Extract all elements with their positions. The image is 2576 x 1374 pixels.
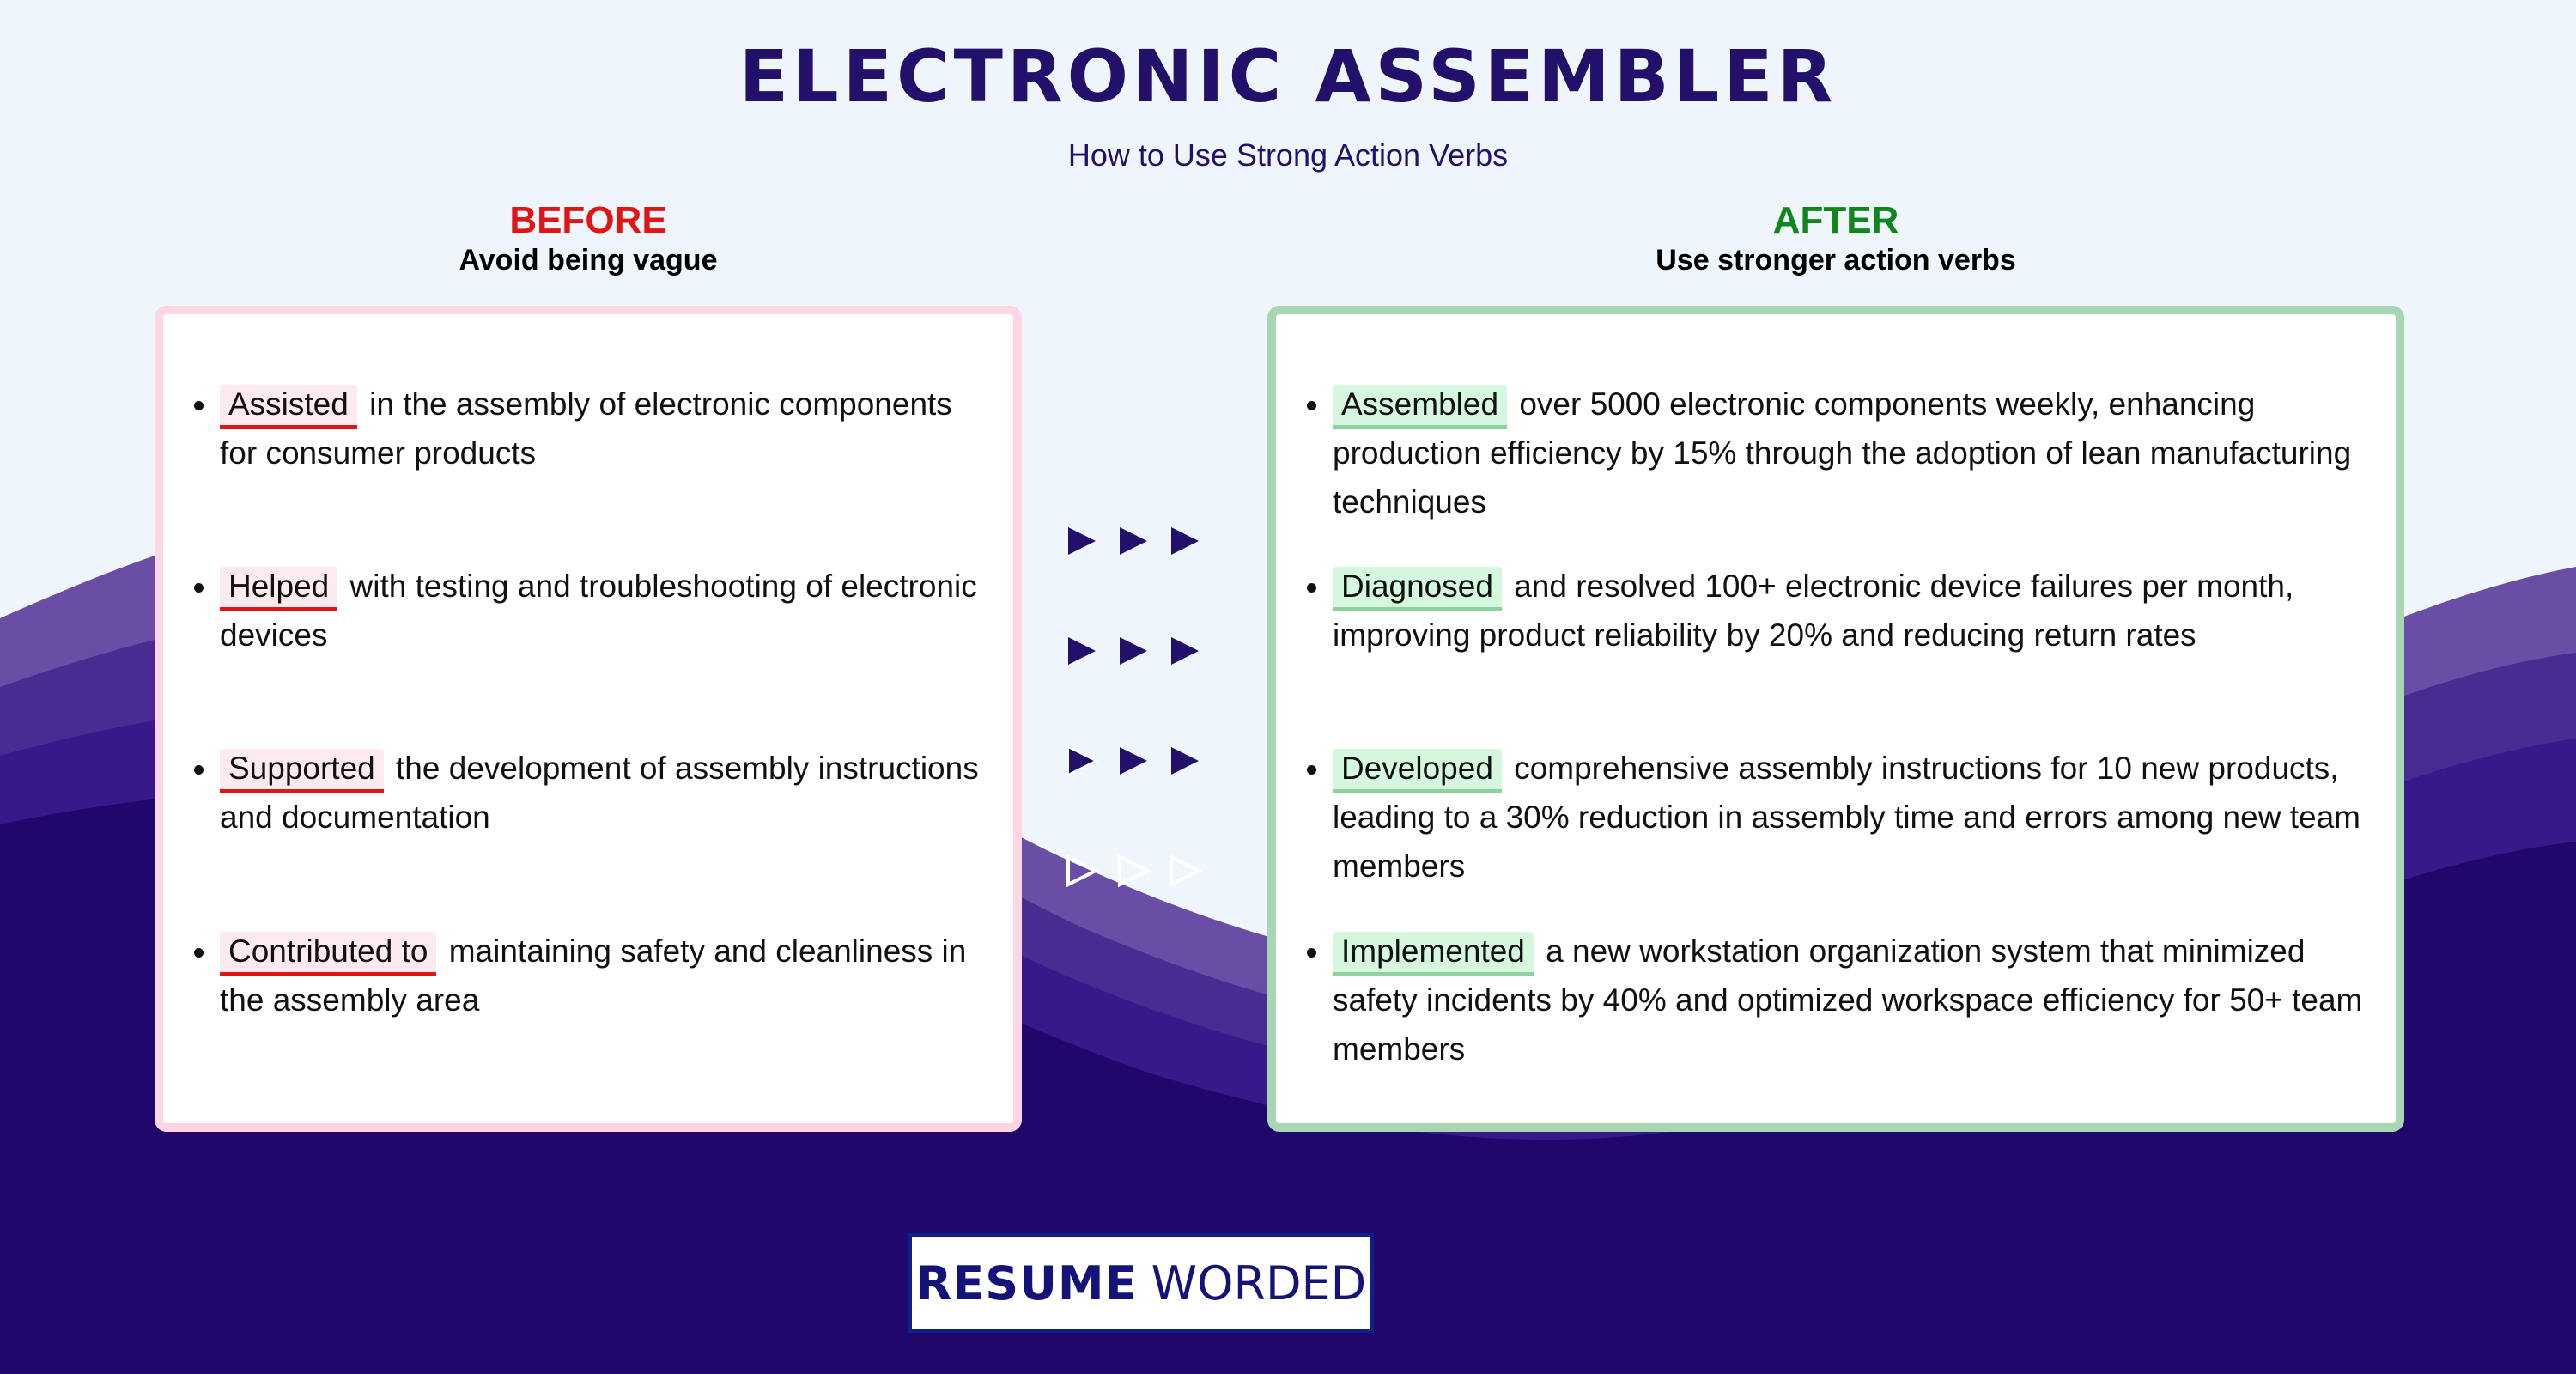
arrow-rows: [1061, 526, 1216, 903]
triangle-arrow-outline-icon: [1120, 857, 1147, 885]
before-item: [220, 562, 993, 660]
before-sublabel: Avoid being vague: [459, 244, 718, 277]
page-subtitle: How to Use Strong Action Verbs: [1067, 137, 1509, 173]
weak-verb: Contributed to: [220, 932, 436, 976]
weak-verb: Helped: [220, 567, 337, 611]
triangle-arrow-icon: [1120, 637, 1147, 665]
after-item: [1333, 927, 2375, 1073]
triangle-arrow-icon: [1068, 527, 1096, 555]
item-text: and resolved 100+ electronic device failures per month, improving product reliability by 20% and reducing return rates: [1333, 568, 2294, 653]
after-label: AFTER: [1772, 199, 1899, 241]
item-text: with testing and troubleshooting of electronic devices: [220, 568, 977, 653]
page-title: ELECTRONIC ASSEMBLER: [738, 34, 1838, 119]
after-item: [1333, 380, 2375, 526]
arrow-row-4: [1068, 857, 1199, 885]
strong-verb: Diagnosed: [1333, 567, 1502, 611]
arrow-row-3: [1068, 747, 1199, 775]
before-label: BEFORE: [509, 199, 667, 241]
item-text: the development of assembly instructions and documentation: [220, 751, 979, 835]
arrow-row-1: [1068, 527, 1199, 555]
after-panel: [1267, 306, 2404, 1132]
logo-strong-text: RESUME: [915, 1255, 1138, 1310]
before-panel: [155, 306, 1022, 1132]
before-item: [220, 380, 993, 477]
weak-verb: Assisted: [220, 385, 357, 429]
triangle-arrow-icon: [1171, 527, 1199, 555]
item-text: a new workstation organization system that minimized safety incidents by 40% and optimized workspace efficiency for 50+ team members: [1333, 933, 2363, 1067]
after-header: [1267, 199, 2404, 277]
triangle-arrow-outline-icon: [1068, 857, 1096, 885]
weak-verb: Supported: [220, 749, 384, 793]
triangle-arrow-icon: [1068, 747, 1096, 775]
item-text: in the assembly of electronic components for consumer products: [220, 386, 952, 471]
triangle-arrow-icon: [1068, 637, 1096, 665]
triangle-arrow-icon: [1171, 637, 1199, 665]
before-header: [155, 199, 1022, 277]
before-list: [163, 314, 1013, 1123]
item-text: maintaining safety and cleanliness in the assembly area: [220, 933, 967, 1018]
triangle-arrow-icon: [1120, 747, 1147, 775]
logo-light-text: WORDED: [1151, 1255, 1367, 1310]
before-item: [220, 927, 993, 1024]
triangle-arrow-outline-icon: [1171, 857, 1199, 885]
strong-verb: Developed: [1333, 749, 1502, 793]
resume-worded-logo: [908, 1233, 1374, 1333]
after-item: [1333, 744, 2375, 891]
item-text: over 5000 electronic components weekly, enhancing production efficiency by 15% through the adoption of lean manufacturing techniques: [1333, 386, 2352, 520]
after-sublabel: Use stronger action verbs: [1656, 244, 2016, 277]
before-item: [220, 744, 993, 842]
arrow-row-2: [1068, 637, 1199, 665]
item-text: comprehensive assembly instructions for 10 new products, leading to a 30% reduction in assembly time and errors among new team members: [1333, 751, 2360, 884]
triangle-arrow-icon: [1120, 527, 1147, 555]
triangle-arrow-icon: [1171, 747, 1199, 775]
strong-verb: Implemented: [1333, 932, 1534, 976]
after-item: [1333, 562, 2375, 660]
after-list: [1276, 314, 2396, 1123]
strong-verb: Assembled: [1333, 385, 1507, 429]
